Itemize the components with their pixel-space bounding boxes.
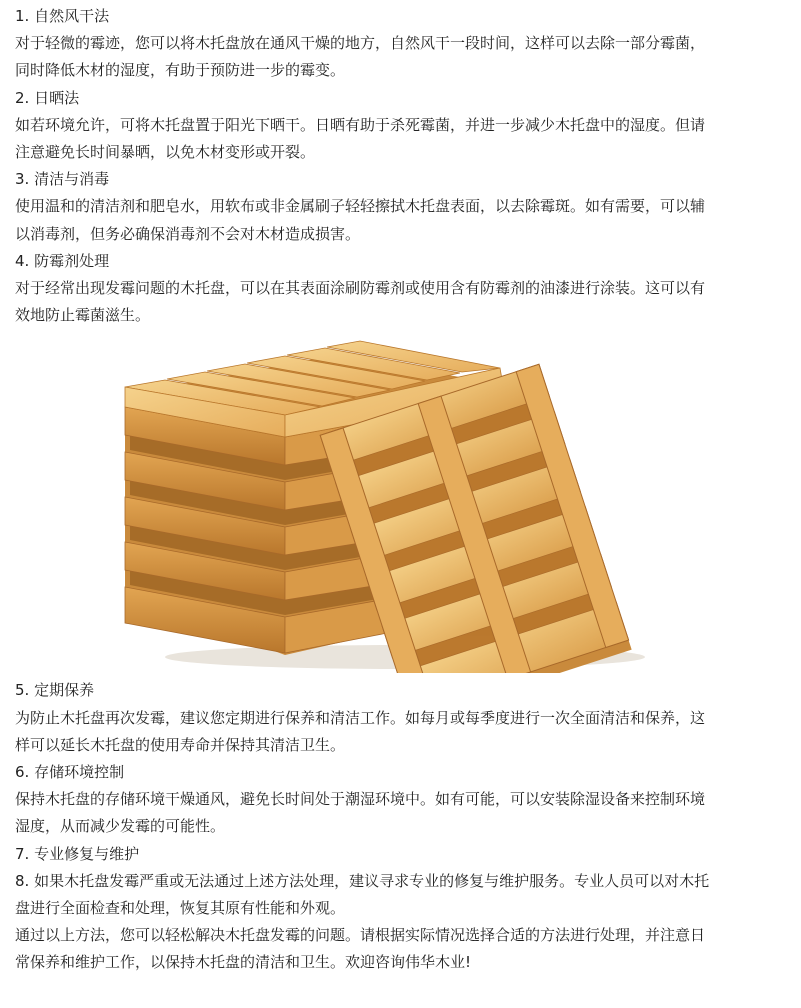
- section-4-heading: 4. 防霉剂处理: [15, 251, 110, 270]
- section-1-line-1: 对于轻微的霉迹，您可以将木托盘放在通风干燥的地方，自然风干一段时间，这样可以去除一部分霉菌，: [15, 34, 706, 53]
- section-6-line-1: 保持木托盘的存储环境干燥通风，避免长时间处于潮湿环境中。如有可能，可以安装除湿设备来控制环境: [15, 790, 706, 809]
- wooden-pallet-image: [15, 335, 787, 673]
- section-5-line-2: 样可以延长木托盘的使用寿命并保持其清洁卫生。: [15, 735, 346, 754]
- section-3-line-1: 使用温和的清洁剂和肥皂水，用软布或非金属刷子轻轻擦拭木托盘表面，以去除霉斑。如有需要，可以辅: [15, 197, 706, 216]
- section-8-line-1: 盘进行全面检查和处理，恢复其原有性能和外观。: [15, 899, 346, 918]
- conclusion-line-1: 通过以上方法，您可以轻松解决木托盘发霉的问题。请根据实际情况选择合适的方法进行处理，并注意日: [15, 926, 706, 945]
- section-6-heading: 6. 存储环境控制: [15, 763, 125, 782]
- section-2-line-1: 如若环境允许，可将木托盘置于阳光下晒干。日晒有助于杀死霉菌，并进一步减少木托盘中的湿度。但请: [15, 115, 706, 134]
- section-8-heading: 8. 如果木托盘发霉严重或无法通过上述方法处理，建议寻求专业的修复与维护服务。专业人员可以对木托: [15, 871, 710, 890]
- sections-bottom: [15, 677, 787, 976]
- sections-top: [15, 0, 787, 329]
- section-5-heading: 5. 定期保养: [15, 681, 95, 700]
- conclusion-line-2: 常保养和维护工作，以保持木托盘的清洁和卫生。欢迎咨询伟华木业!: [15, 953, 472, 972]
- section-2-heading: 2. 日晒法: [15, 88, 80, 107]
- section-1-line-2: 同时降低木材的湿度，有助于预防进一步的霉变。: [15, 61, 346, 80]
- section-3-heading: 3. 清洁与消毒: [15, 170, 110, 189]
- section-2-line-2: 注意避免长时间暴晒，以免木材变形或开裂。: [15, 143, 316, 162]
- section-4-line-2: 效地防止霉菌滋生。: [15, 306, 151, 325]
- section-7-heading: 7. 专业修复与维护: [15, 844, 140, 863]
- section-4-line-1: 对于经常出现发霉问题的木托盘，可以在其表面涂刷防霉剂或使用含有防霉剂的油漆进行涂装。这可以有: [15, 279, 706, 298]
- section-3-line-2: 以消毒剂，但务必确保消毒剂不会对木材造成损害。: [15, 224, 361, 243]
- section-5-line-1: 为防止木托盘再次发霉，建议您定期进行保养和清洁工作。如每月或每季度进行一次全面清洁和保养，这: [15, 708, 706, 727]
- section-6-line-2: 湿度，从而减少发霉的可能性。: [15, 817, 226, 836]
- pallet-stack-illustration: [105, 335, 645, 673]
- article: [15, 0, 787, 977]
- section-1-heading: 1. 自然风干法: [15, 7, 110, 25]
